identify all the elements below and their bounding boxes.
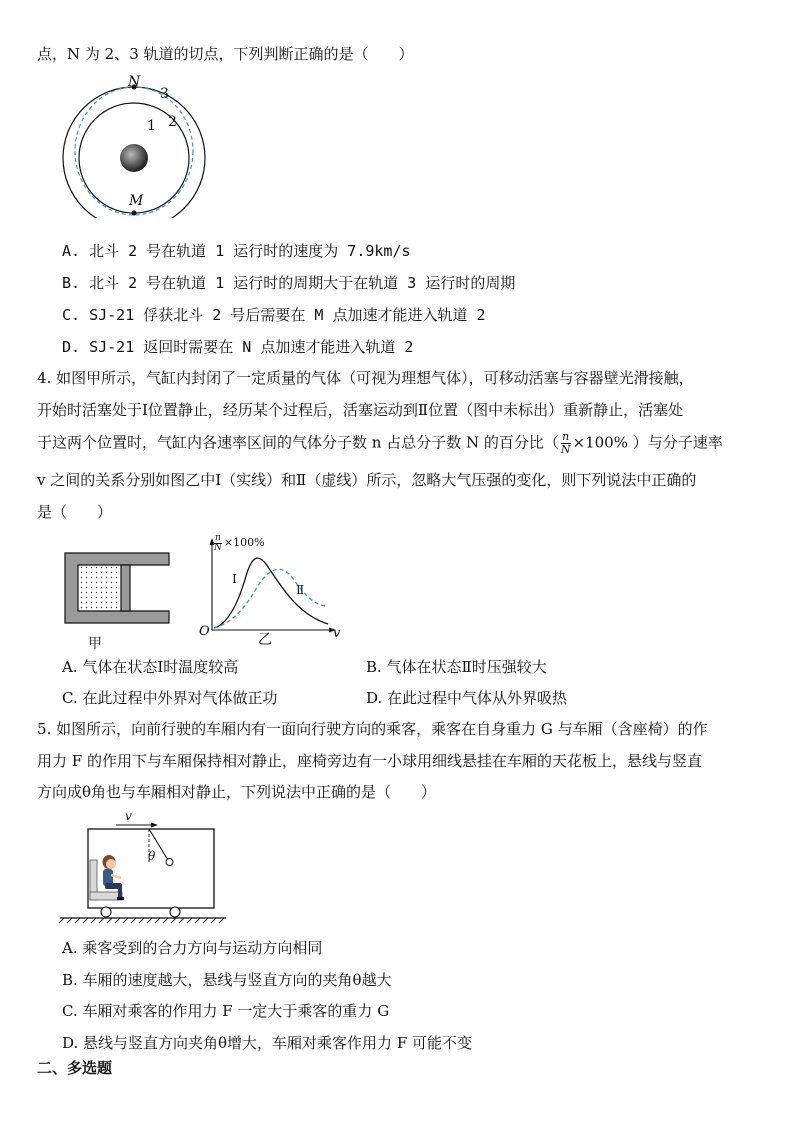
q4-option-a: A. 气体在状态Ⅰ时温度较高	[62, 658, 239, 676]
cylinder-figure	[64, 550, 170, 630]
q4-frac-num: n	[562, 430, 570, 443]
graph-curve-1-label: Ⅰ	[232, 572, 237, 586]
graph-ylabel-N: N	[214, 542, 222, 553]
gas	[78, 565, 121, 611]
q5-option-b: B. 车厢的速度越大，悬线与竖直方向的夹角θ越大	[62, 971, 392, 989]
q5-line-2: 用力 F 的作用下与车厢保持相对静止，座椅旁边有一小球用细线悬挂在车厢的天花板上，悬线与竖直	[37, 752, 702, 770]
label-n: N	[128, 74, 141, 90]
q5-line-3: 方向成θ角也与车厢相对静止，下列说法中正确的是（ ）	[37, 783, 437, 801]
q4-option-b: B. 气体在状态Ⅱ时压强较大	[366, 658, 547, 676]
carriage-figure	[58, 812, 228, 924]
q5-option-c: C. 车厢对乘客的作用力 F 一定大于乘客的重力 G	[62, 1002, 390, 1020]
q5-option-a: A. 乘客受到的合力方向与运动方向相同	[62, 939, 323, 957]
label-1: 1	[147, 118, 156, 134]
piston	[121, 565, 130, 611]
q4-line-2: 开始时活塞处于Ⅰ位置静止，经历某个过程后，活塞运动到Ⅱ位置（图中未标出）重新静止，活塞处	[37, 401, 684, 419]
pendulum-ball	[166, 859, 173, 866]
q3-option-b: B. 北斗 2 号在轨道 1 运行时的周期大于在轨道 3 运行时的周期	[62, 274, 516, 292]
label-theta: θ	[148, 849, 156, 863]
q4-fraction	[561, 431, 571, 456]
planet	[120, 144, 148, 172]
graph-curve-2-label: Ⅱ	[296, 583, 305, 597]
q3-option-d: D. SJ-21 返回时需要在 N 点加速才能进入轨道 2	[62, 338, 414, 356]
q4-frac-den: N	[560, 443, 571, 456]
label-m: M	[129, 193, 144, 209]
graph-ylabel-n: n	[215, 532, 221, 543]
q4-line-5: 是（ ）	[37, 503, 113, 521]
q3-option-c: C. SJ-21 俘获北斗 2 号后需要在 M 点加速才能进入轨道 2	[62, 306, 486, 324]
q3-option-a: A. 北斗 2 号在轨道 1 运行时的速度为 7.9km/s	[62, 242, 411, 260]
point-m	[132, 211, 137, 216]
section-2-title: 二、多选题	[37, 1059, 113, 1077]
q4-line-3-a: 于这两个位置时，气缸内各速率区间的气体分子数 n 占总分子数 N 的百分比（	[37, 433, 559, 452]
q3-stem: 点，N 为 2、3 轨道的切点，下列判断正确的是（ ）	[37, 45, 414, 63]
fig-jia-label: 甲	[88, 636, 102, 652]
q4-option-d: D. 在此过程中气体从外界吸热	[366, 689, 568, 707]
label-2: 2	[168, 114, 177, 130]
label-v: v	[125, 809, 132, 823]
q4-option-c: C. 在此过程中外界对气体做正功	[62, 689, 278, 707]
q5-line-1: 5. 如图所示，向前行驶的车厢内有一面向行驶方向的乘客，乘客在自身重力 G 与车厢（含座椅）的作	[37, 720, 708, 738]
graph-xlabel: v	[333, 626, 341, 641]
wheel-right	[170, 907, 180, 917]
wheel-left	[101, 907, 111, 917]
graph-ylabel	[212, 533, 265, 553]
graph-origin: O	[199, 624, 210, 639]
q4-line-4: v 之间的关系分别如图乙中Ⅰ（实线）和Ⅱ（虚线）所示，忽略大气压强的变化，则下列说法中正确的	[37, 471, 697, 489]
label-3: 3	[160, 86, 169, 102]
q4-line-1: 4. 如图甲所示，气缸内封闭了一定质量的气体（可视为理想气体），可移动活塞与容器壁光滑接触，	[37, 369, 694, 387]
fig-yi-label: 乙	[258, 632, 272, 648]
q4-line-3-b: ×100% ）与分子速率	[572, 433, 723, 452]
q4-line-3	[37, 431, 723, 456]
q5-option-d: D. 悬线与竖直方向夹角θ增大，车厢对乘客作用力 F 可能不变	[62, 1034, 473, 1052]
graph-ylabel-pct: ×100%	[223, 536, 265, 549]
